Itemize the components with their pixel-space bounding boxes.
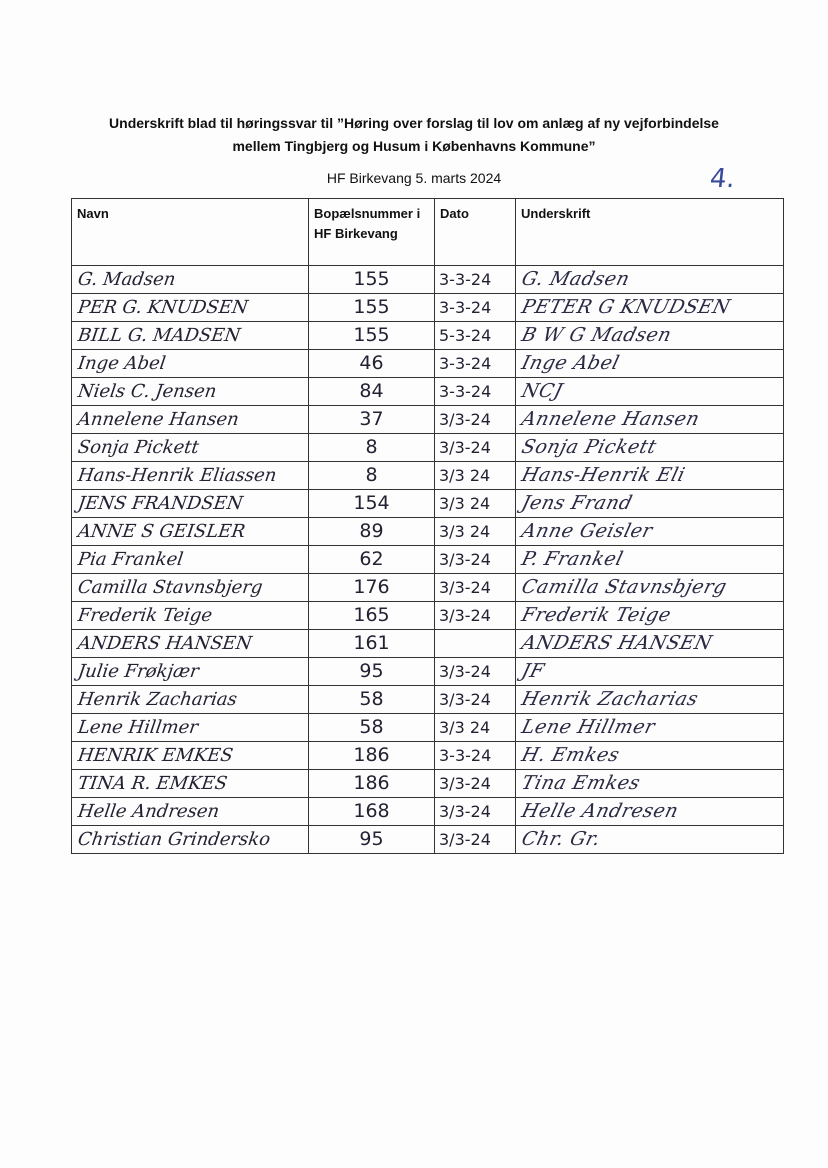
date-cell-text: 3/3-24 <box>439 802 491 821</box>
signature-cell-text: H. Emkes <box>519 744 622 766</box>
date-cell-text: 3-3-24 <box>439 354 492 373</box>
name-cell <box>72 770 309 798</box>
signature-cell-text: ANDERS HANSEN <box>519 632 715 654</box>
table-row <box>72 546 784 574</box>
title-line-1: Underskrift blad til høringssvar til ”Høring over forslag til lov om anlæg af ny vejforbindelse <box>109 115 719 131</box>
signature-cell-text: Henrik Zacharias <box>519 688 701 710</box>
header-signature: Underskrift <box>516 199 784 266</box>
signature-cell <box>516 434 784 462</box>
signature-cell-text: Inge Abel <box>519 352 622 374</box>
signature-cell <box>516 378 784 406</box>
name-cell <box>72 462 309 490</box>
signature-cell <box>516 294 784 322</box>
name-cell-text: Henrik Zacharias <box>76 689 239 710</box>
table-row <box>72 378 784 406</box>
number-cell <box>309 742 435 770</box>
number-cell <box>309 378 435 406</box>
signature-cell-text: Lene Hillmer <box>519 716 658 738</box>
date-cell <box>435 462 516 490</box>
date-cell-text: 3/3-24 <box>439 606 491 625</box>
date-cell-text: 3/3-24 <box>439 830 491 849</box>
date-cell <box>435 546 516 574</box>
name-cell-text: Christian Grindersko <box>76 829 272 850</box>
number-cell-text: 8 <box>365 464 378 486</box>
date-cell <box>435 714 516 742</box>
name-cell-text: Hans-Henrik Eliassen <box>76 465 278 486</box>
name-cell <box>72 518 309 546</box>
number-cell-text: 37 <box>359 408 384 430</box>
signature-cell <box>516 602 784 630</box>
signature-cell <box>516 322 784 350</box>
name-cell <box>72 574 309 602</box>
number-cell-text: 155 <box>353 324 390 346</box>
name-cell <box>72 546 309 574</box>
signature-cell <box>516 826 784 854</box>
name-cell-text: Camilla Stavnsbjerg <box>76 577 264 598</box>
name-cell-text: Annelene Hansen <box>76 409 241 430</box>
number-cell-text: 155 <box>353 296 390 318</box>
name-cell <box>72 686 309 714</box>
number-cell <box>309 462 435 490</box>
number-cell-text: 155 <box>353 268 390 290</box>
table-row <box>72 602 784 630</box>
number-cell <box>309 798 435 826</box>
signature-cell-text: Sonja Pickett <box>519 436 659 458</box>
signature-cell <box>516 714 784 742</box>
table-row <box>72 574 784 602</box>
date-cell <box>435 826 516 854</box>
signature-cell-text: Jens Frand <box>519 492 635 514</box>
table-row <box>72 630 784 658</box>
signature-cell-text: Hans-Henrik Eli <box>519 464 688 486</box>
document-title <box>60 112 768 158</box>
signature-cell-text: G. Madsen <box>519 268 633 290</box>
title-line-2: mellem Tingbjerg og Husum i Københavns Kommune” <box>232 138 596 154</box>
signature-cell-text: P. Frankel <box>519 548 626 570</box>
number-cell-text: 8 <box>365 436 378 458</box>
date-cell-text: 3/3-24 <box>439 550 491 569</box>
name-cell-text: ANNE S GEISLER <box>76 521 247 542</box>
number-cell-text: 165 <box>353 604 390 626</box>
number-cell-text: 95 <box>359 660 384 682</box>
name-cell <box>72 742 309 770</box>
date-cell-text: 3-3-24 <box>439 382 492 401</box>
name-cell <box>72 294 309 322</box>
name-cell-text: JENS FRANDSEN <box>76 493 245 514</box>
date-cell-text: 3-3-24 <box>439 746 492 765</box>
number-cell <box>309 602 435 630</box>
signature-cell-text: B W G Madsen <box>519 324 674 346</box>
table-row <box>72 322 784 350</box>
date-cell <box>435 406 516 434</box>
number-cell <box>309 826 435 854</box>
document-subtitle: HF Birkevang 5. marts 2024 <box>326 170 502 186</box>
header-name: Navn <box>72 199 309 266</box>
name-cell-text: Julie Frøkjær <box>76 661 201 682</box>
date-cell-text: 3/3-24 <box>439 662 491 681</box>
number-cell <box>309 406 435 434</box>
signature-cell <box>516 546 784 574</box>
page-number: 4. <box>708 164 737 194</box>
signature-cell <box>516 406 784 434</box>
number-cell <box>309 686 435 714</box>
date-cell <box>435 322 516 350</box>
signature-cell <box>516 770 784 798</box>
date-cell-text: 3/3-24 <box>439 774 491 793</box>
signature-cell-text: Camilla Stavnsbjerg <box>519 576 730 598</box>
date-cell <box>435 686 516 714</box>
name-cell-text: PER G. KNUDSEN <box>76 297 250 318</box>
signature-cell <box>516 686 784 714</box>
table-row <box>72 742 784 770</box>
name-cell-text: Inge Abel <box>76 353 168 374</box>
date-cell <box>435 742 516 770</box>
signature-cell-text: NCJ <box>519 380 566 402</box>
signature-cell-text: Helle Andresen <box>519 800 681 822</box>
table-row <box>72 658 784 686</box>
name-cell <box>72 798 309 826</box>
number-cell-text: 95 <box>359 828 384 850</box>
table-row <box>72 686 784 714</box>
date-cell-text: 3/3-24 <box>439 438 491 457</box>
number-cell <box>309 490 435 518</box>
number-cell <box>309 658 435 686</box>
name-cell-text: Lene Hillmer <box>76 717 200 738</box>
number-cell <box>309 546 435 574</box>
number-cell-text: 46 <box>359 352 384 374</box>
date-cell <box>435 630 516 658</box>
signature-cell <box>516 574 784 602</box>
name-cell <box>72 630 309 658</box>
name-cell <box>72 658 309 686</box>
date-cell-text: 3/3 24 <box>439 494 491 513</box>
name-cell <box>72 266 309 294</box>
name-cell-text: Sonja Pickett <box>76 437 201 458</box>
date-cell <box>435 294 516 322</box>
date-cell <box>435 490 516 518</box>
header-date: Dato <box>435 199 516 266</box>
table-row <box>72 434 784 462</box>
name-cell-text: Helle Andresen <box>76 801 221 822</box>
date-cell-text: 3-3-24 <box>439 270 492 289</box>
date-cell-text: 3/3 24 <box>439 522 491 541</box>
name-cell-text: Pia Frankel <box>76 549 185 570</box>
signature-cell <box>516 658 784 686</box>
number-cell <box>309 322 435 350</box>
date-cell-text: 3/3 24 <box>439 466 491 485</box>
date-cell <box>435 266 516 294</box>
name-cell <box>72 378 309 406</box>
number-cell-text: 186 <box>353 772 390 794</box>
number-cell-text: 161 <box>353 632 390 654</box>
table-row <box>72 350 784 378</box>
number-cell-text: 62 <box>359 548 384 570</box>
signature-cell-text: Annelene Hansen <box>519 408 703 430</box>
table-row <box>72 266 784 294</box>
date-cell <box>435 378 516 406</box>
number-cell-text: 89 <box>359 520 384 542</box>
table-header-row <box>72 199 784 266</box>
number-cell <box>309 294 435 322</box>
number-cell-text: 58 <box>359 716 384 738</box>
date-cell-text: 3/3-24 <box>439 410 491 429</box>
date-cell <box>435 574 516 602</box>
date-cell <box>435 658 516 686</box>
signature-cell <box>516 742 784 770</box>
signature-cell <box>516 798 784 826</box>
date-cell <box>435 770 516 798</box>
date-cell-text: 5-3-24 <box>439 326 492 345</box>
name-cell-text: BILL G. MADSEN <box>76 325 242 346</box>
date-cell-text: 3/3 24 <box>439 718 491 737</box>
number-cell <box>309 714 435 742</box>
date-cell-text: 3-3-24 <box>439 298 492 317</box>
date-cell <box>435 434 516 462</box>
number-cell <box>309 266 435 294</box>
signature-cell-text: Frederik Teige <box>519 604 674 626</box>
name-cell <box>72 434 309 462</box>
signature-cell-text: Chr. Gr. <box>519 828 603 850</box>
name-cell-text: HENRIK EMKES <box>76 745 235 766</box>
table-row <box>72 826 784 854</box>
date-cell <box>435 350 516 378</box>
name-cell-text: G. Madsen <box>76 269 177 290</box>
signature-cell <box>516 266 784 294</box>
name-cell-text: Frederik Teige <box>76 605 214 626</box>
date-cell <box>435 798 516 826</box>
date-cell-text: 3/3-24 <box>439 578 491 597</box>
name-cell <box>72 826 309 854</box>
name-cell <box>72 714 309 742</box>
number-cell-text: 186 <box>353 744 390 766</box>
number-cell-text: 58 <box>359 688 384 710</box>
signature-cell-text: JF <box>519 660 547 682</box>
number-cell <box>309 770 435 798</box>
name-cell <box>72 350 309 378</box>
number-cell <box>309 574 435 602</box>
signature-cell <box>516 462 784 490</box>
number-cell <box>309 630 435 658</box>
signature-cell <box>516 630 784 658</box>
table-row <box>72 714 784 742</box>
name-cell-text: Niels C. Jensen <box>76 381 218 402</box>
table-row <box>72 798 784 826</box>
name-cell <box>72 602 309 630</box>
signature-cell <box>516 490 784 518</box>
name-cell-text: TINA R. EMKES <box>76 773 229 794</box>
number-cell-text: 176 <box>353 576 390 598</box>
signature-cell <box>516 350 784 378</box>
date-cell <box>435 602 516 630</box>
date-cell-text: 3/3-24 <box>439 690 491 709</box>
table-row <box>72 518 784 546</box>
name-cell <box>72 406 309 434</box>
name-cell-text: ANDERS HANSEN <box>76 633 254 654</box>
table-row <box>72 770 784 798</box>
table-row <box>72 406 784 434</box>
number-cell <box>309 518 435 546</box>
number-cell-text: 168 <box>353 800 390 822</box>
signature-cell <box>516 518 784 546</box>
signature-cell-text: Anne Geisler <box>519 520 656 542</box>
number-cell-text: 154 <box>353 492 390 514</box>
table-row <box>72 462 784 490</box>
table-row <box>72 294 784 322</box>
number-cell <box>309 350 435 378</box>
name-cell <box>72 322 309 350</box>
number-cell-text: 84 <box>359 380 384 402</box>
signature-table <box>71 198 784 854</box>
header-number: Bopælsnummer i HF Birkevang <box>309 199 435 266</box>
signature-cell-text: Tina Emkes <box>519 772 643 794</box>
table-row <box>72 490 784 518</box>
name-cell <box>72 490 309 518</box>
number-cell <box>309 434 435 462</box>
signature-cell-text: PETER G KNUDSEN <box>519 296 733 318</box>
date-cell <box>435 518 516 546</box>
